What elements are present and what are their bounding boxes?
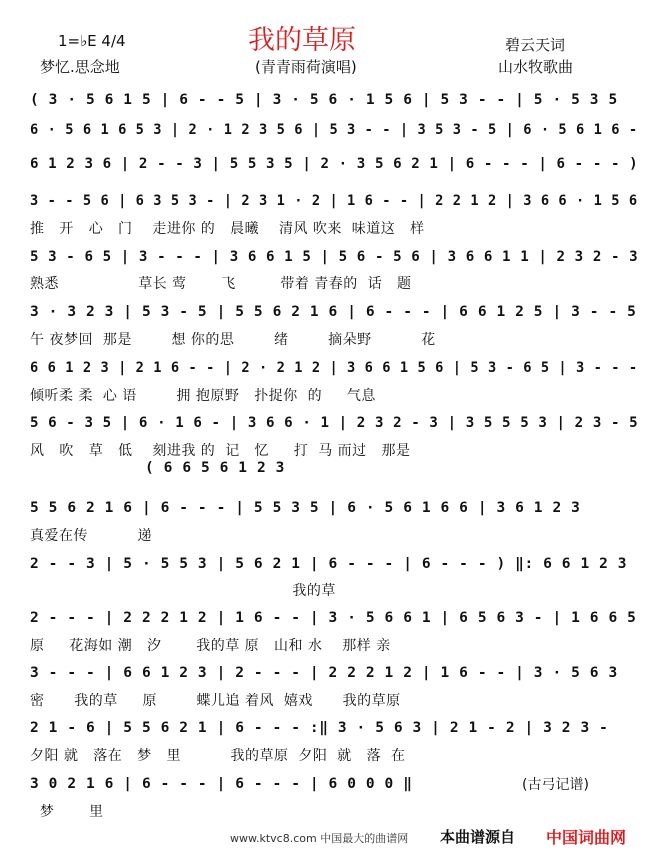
page-title: 我的草原 [248, 25, 356, 56]
lyric-row: 倾听柔 柔 心 语 拥 抱原野 扑捉你 的 气息 [30, 388, 376, 404]
lyric-row: 密 我的草 原 蝶儿追 着风 嬉戏 我的草原 [30, 693, 401, 709]
footer-site-text: www.ktvc8.com 中国最大的曲谱网 [230, 832, 409, 845]
mood-description: 梦忆.思念地 [40, 58, 120, 76]
lyric-row: 午 夜梦回 那是 想 你的思 绪 摘朵野 花 [30, 332, 436, 348]
notation-row: ( 6 6 5 6 1 2 3 [145, 460, 285, 476]
key-signature: 1=♭E 4/4 [58, 32, 126, 50]
notation-row: 5 5 6 2 1 6 | 6 - - - | 5 5 3 5 | 6 · 5 6 1 6 6 | 3 6 1 2 3 [30, 500, 581, 516]
notation-row: ( 3 · 5 6 1 5 | 6 - - 5 | 3 · 5 6 · 1 5 6 | 5 3 - - | 5 · 5 3 5 [30, 92, 618, 108]
notation-row: 2 - - - | 2 2 2 1 2 | 1 6 - - | 3 · 5 6 6 1 | 6 5 6 3 - | 1 6 6 5 [30, 610, 637, 626]
footer-source-label: 本曲谱源自 [440, 828, 516, 846]
notation-row: 3 - - 5 6 | 6 3 5 3 - | 2 3 1 · 2 | 1 6 - - | 2 2 1 2 | 3 6 6 · 1 5 6 [30, 193, 638, 209]
notation-row: 3 - - - | 6 6 1 2 3 | 2 - - - | 2 2 2 1 2 | 1 6 - - | 3 · 5 6 3 [30, 665, 618, 681]
notation-row: 5 6 - 3 5 | 6 · 1 6 - | 3 6 6 · 1 | 2 3 2 - 3 | 3 5 5 5 3 | 2 3 - 5 [30, 415, 639, 431]
notation-row: 3 0 2 1 6 | 6 - - - | 6 - - - | 6 0 0 0 ‖ [30, 776, 413, 792]
notation-row: 6 1 2 3 6 | 2 - - 3 | 5 5 3 5 | 2 · 3 5 6 2 1 | 6 - - - | 6 - - - ) [30, 156, 639, 172]
lyricist-credit: 碧云天词 [505, 36, 566, 54]
lyric-row: 风 吹 草 低 刻进我 的 记 忆 打 马 而过 那是 [30, 443, 411, 459]
lyric-row: 夕阳 就 落在 梦 里 我的草原 夕阳 就 落 在 [30, 748, 406, 764]
lyric-row: 推 开 心 门 走进你 的 晨曦 清风 吹来 味道这 样 [30, 221, 425, 237]
lyric-row: 梦 里 [30, 804, 104, 820]
lyric-row: 我的草 [30, 583, 336, 599]
composer-credit: 山水牧歌曲 [498, 58, 574, 76]
lyric-row: 熟悉 草长 莺 飞 带着 青春的 话 题 [30, 276, 412, 292]
footer-brand-logo: 中国词曲网 [546, 828, 627, 847]
lyric-row: 原 花海如 潮 汐 我的草 原 山和 水 那样 亲 [30, 638, 391, 654]
notation-row: 2 1 - 6 | 5 5 6 2 1 | 6 - - - :‖ 3 · 5 6 3 | 2 1 - 2 | 3 2 3 - [30, 720, 609, 736]
lyric-row: 真爱在传 递 [30, 528, 153, 544]
notation-row: 6 · 5 6 1 6 5 3 | 2 · 1 2 3 5 6 | 5 3 - - | 3 5 3 - 5 | 6 · 5 6 1 6 - [30, 122, 638, 138]
transcriber-credit: (古弓记谱) [522, 777, 589, 793]
notation-row: 5 3 - 6 5 | 3 - - - | 3 6 6 1 5 | 5 6 - 5 6 | 3 6 6 1 1 | 2 3 2 - 3 [30, 249, 639, 265]
notation-row: 3 · 3 2 3 | 5 3 - 5 | 5 5 6 2 1 6 | 6 - - - | 6 6 1 2 5 | 3 - - 5 [30, 304, 637, 320]
singer-credit: (青青雨荷演唱) [255, 58, 357, 76]
notation-row: 2 - - 3 | 5 · 5 5 3 | 5 6 2 1 | 6 - - - | 6 - - - ) ‖: 6 6 1 2 3 [30, 556, 628, 572]
notation-row: 6 6 1 2 3 | 2 1 6 - - | 2 · 2 1 2 | 3 6 6 1 5 6 | 5 3 - 6 5 | 3 - - - [30, 360, 638, 376]
